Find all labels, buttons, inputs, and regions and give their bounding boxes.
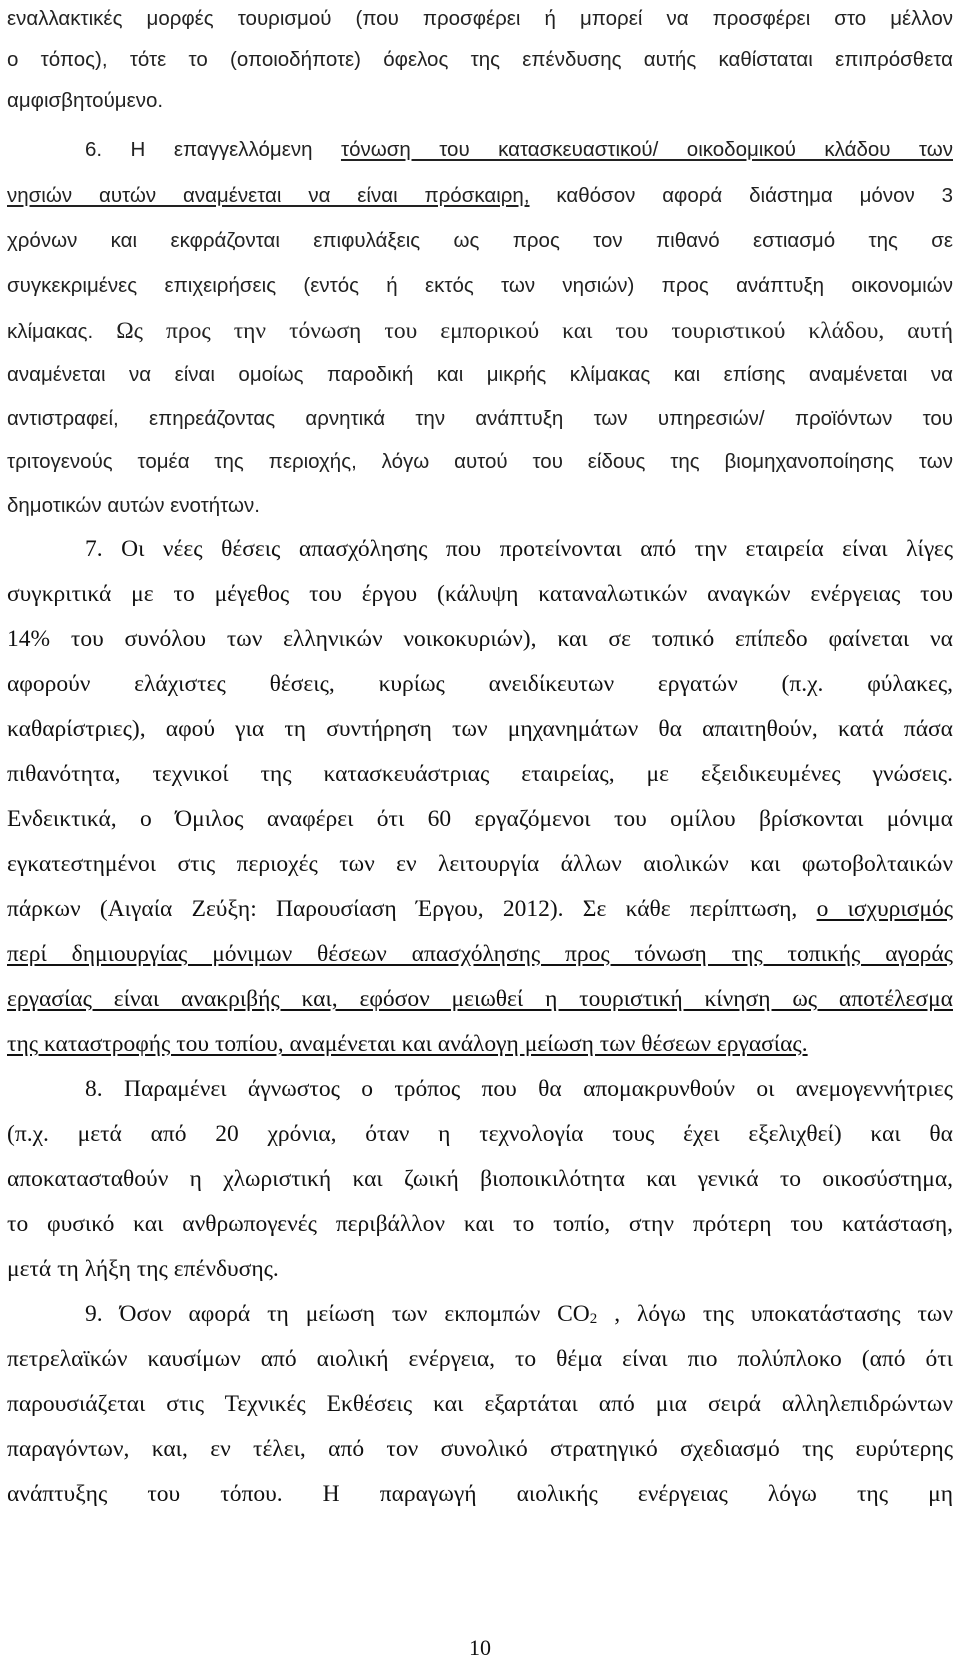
text-line: χρόνων και εκφράζονται επιφυλάξεις ως προς τον πιθανό εστιασμό της σε <box>7 229 953 252</box>
underlined-text: νησιών αυτών αναμένεται να είναι πρόσκαιρη, <box>7 184 530 207</box>
text-line: αμφισβητούμενο. <box>7 89 164 112</box>
text-line: συγκεκριμένες επιχειρήσεις (εντός ή εκτός των νησιών) προς ανάπτυξη οικονομιών <box>7 274 953 297</box>
paragraph-8-start: 8. Παραμένει άγνωστος ο τρόπος που θα απομακρυνθούν οι ανεμογεννήτριες <box>85 1076 953 1102</box>
text-line: αντιστραφεί, επηρεάζοντας αρνητικά την ανάπτυξη των υπηρεσιών/ προϊόντων του <box>7 407 953 430</box>
text-line: εγκατεστημένοι στις περιοχές των εν λειτουργία άλλων αιολικών και φωτοβολταικών <box>7 851 953 877</box>
text-line: εναλλακτικές μορφές τουρισμού (που προσφέρει ή μπορεί να προσφέρει στο μέλλον <box>7 7 953 30</box>
text-line: ο τόπος), τότε το (οποιοδήποτε) όφελος της επένδυσης αυτής καθίσταται επιπρόσθετα <box>7 48 953 71</box>
text-run: κλίμακας. <box>7 320 94 343</box>
underlined-text: περί δημιουργίας μόνιμων θέσεων απασχόλησης προς τόνωση της τοπικής αγοράς <box>7 941 953 967</box>
text-line: συγκριτικά με το μέγεθος του έργου (κάλυψη καταναλωτικών αναγκών ενέργειας του <box>7 581 953 607</box>
text-line <box>7 894 953 924</box>
subscript-text: 2 <box>589 1311 598 1327</box>
text-line <box>7 1029 953 1059</box>
text-line: αποκατασταθούν η χλωριστική και ζωική βιοποικιλότητα και γενικά το οικοσύστημα, <box>7 1166 953 1192</box>
text-line: πετρελαϊκών καυσίμων από αιολική ενέργεια, το θέμα είναι πιο πολύπλοκο (από ότι <box>7 1346 953 1372</box>
text-line <box>7 181 953 211</box>
text-run: 6. Η επαγγελλόμενη <box>85 138 341 161</box>
text-line: μετά τη λήξη της επένδυσης. <box>7 1256 279 1282</box>
text-line: αφορούν ελάχιστες θέσεις, κυρίως ανειδίκευτων εργατών (π.χ. φύλακες, <box>7 671 953 697</box>
text-line: αναμένεται να είναι ομοίως παροδική και μικρής κλίμακας και επίσης αναμένεται να <box>7 363 953 386</box>
text-line: τριτογενούς τομέα της περιοχής, λόγω αυτού του είδους της βιομηχανοποίησης των <box>7 450 953 473</box>
paragraph-7-start: 7. Οι νέες θέσεις απασχόλησης που προτείνονται από την εταιρεία είναι λίγες <box>85 536 953 562</box>
underlined-text: εργασίας είναι ανακριβής και, εφόσον μειωθεί η τουριστική κίνηση ως αποτέλεσμα <box>7 986 953 1012</box>
paragraph-6-start <box>85 135 953 165</box>
text-line <box>7 316 953 346</box>
paragraph-9-start <box>85 1299 953 1329</box>
page-number: 10 <box>469 1635 491 1660</box>
underlined-text: της καταστροφής του τοπίου, αναμένεται και ανάλογη μείωση των θέσεων εργασίας. <box>7 1031 808 1057</box>
underlined-text: ο ισχυρισμός <box>816 896 953 922</box>
text-line: ανάπτυξης του τόπου. Η παραγωγή αιολικής ενέργειας λόγω της μη <box>7 1481 953 1507</box>
text-line <box>7 984 953 1014</box>
text-line: παραγόντων, και, εν τέλει, από τον συνολικό στρατηγικό σχεδιασμό της ευρύτερης <box>7 1436 953 1462</box>
text-line: παρουσιάζεται στις Τεχνικές Εκθέσεις και εξαρτάται από μια σειρά αλληλεπιδρώντων <box>7 1391 953 1417</box>
text-run: πάρκων (Αιγαία Ζεύξη: Παρουσίαση Έργου, 2012). Σε κάθε περίπτωση, <box>7 896 817 922</box>
text-line: πιθανότητα, τεχνικοί της κατασκευάστριας εταιρείας, με εξειδικευμένες γνώσεις. <box>7 761 953 787</box>
text-line: δημοτικών αυτών ενοτήτων. <box>7 494 260 517</box>
text-line: Ενδεικτικά, ο Όμιλος αναφέρει ότι 60 εργαζόμενοι του ομίλου βρίσκονται μόνιμα <box>7 806 953 832</box>
text-line: το φυσικό και ανθρωπογενές περιβάλλον και το τοπίο, στην πρότερη του κατάσταση, <box>7 1211 953 1237</box>
text-run: 9. Όσον αφορά τη μείωση των εκπομπών CO <box>85 1301 590 1327</box>
text-line: καθαρίστριες), αφού για τη συντήρηση των μηχανημάτων θα απαιτηθούν, κατά πάσα <box>7 716 953 742</box>
underlined-text: τόνωση του κατασκευαστικού/ οικοδομικού κλάδου των <box>340 138 953 161</box>
text-run: καθόσον αφορά διάστημα μόνον 3 <box>529 184 953 207</box>
text-line <box>7 939 953 969</box>
text-run: Ως προς την τόνωση του εμπορικού και του τουριστικού κλάδου, αυτή <box>93 318 953 344</box>
text-line: 14% του συνόλου των ελληνικών νοικοκυριών), και σε τοπικό επίπεδο φαίνεται να <box>7 626 953 652</box>
text-run: , λόγω της υποκατάστασης των <box>597 1301 953 1327</box>
text-line: (π.χ. μετά από 20 χρόνια, όταν η τεχνολογία τους έχει εξελιχθεί) και θα <box>7 1121 953 1147</box>
